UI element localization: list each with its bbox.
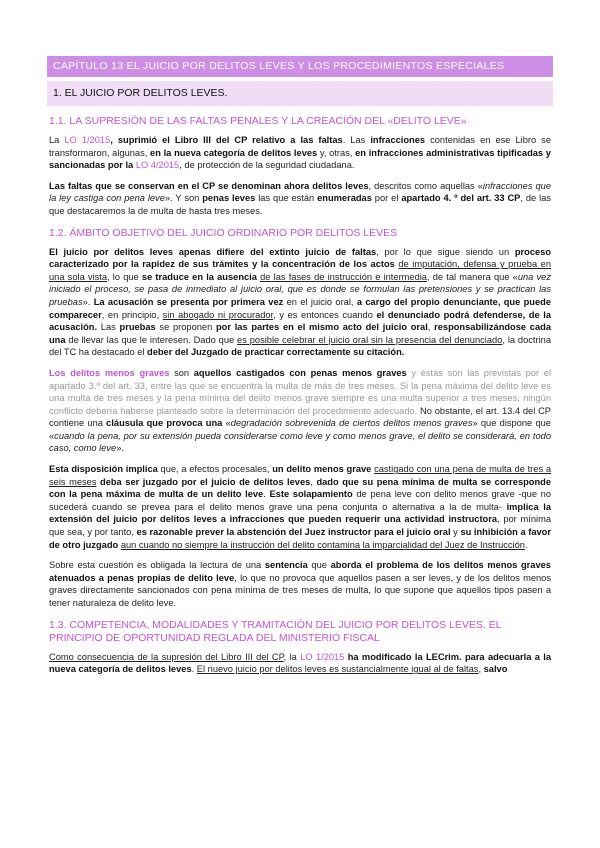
text-run: Los delitos menos graves <box>49 367 170 378</box>
text-run: el denunciado podrá defenderse, de la acusación. <box>49 309 552 333</box>
document-page <box>47 56 553 684</box>
paragraph-2 <box>49 180 551 218</box>
text-run: ». <box>82 296 94 307</box>
chapter-title: CAPÍTULO 13 EL JUICIO POR DELITOS LEVES Y LOS PROCEDIMIENTOS ESPECIALES <box>47 56 553 77</box>
paragraph-3 <box>49 246 551 359</box>
text-run: de las fases de instrucción e intermedia <box>260 271 427 282</box>
text-run: , descritos como aquellas « <box>368 180 483 191</box>
text-run: . <box>524 539 528 550</box>
text-run: implica la extensión del juicio por delitos leves a infracciones que pueden requerir una actividad instructora <box>49 501 551 525</box>
text-run[interactable]: LO 4/2015 <box>135 160 180 171</box>
text-run: a cargo del propio denunciante, que puede comparecer <box>49 296 552 320</box>
text-run: » que dispone que « <box>49 418 551 441</box>
text-run: salvo <box>483 664 508 675</box>
text-run: ha modificado la LECrim. para adecuarla a la nueva categoría de delitos leves <box>49 651 551 675</box>
text-run: en infracciones administrativas tipificadas y sancionadas por la <box>49 147 551 171</box>
text-run: ». Y son <box>164 193 203 204</box>
text-run: por el <box>371 193 402 204</box>
text-run: pruebas <box>119 322 156 333</box>
text-run: Las faltas que se conservan en el CP se denominan ahora delitos leves <box>49 180 369 191</box>
text-run: penas leves <box>202 193 256 204</box>
text-run: , de tal manera que « <box>426 271 518 282</box>
text-run: responsabilizándose cada una <box>49 322 551 345</box>
text-run: es razonable prever la abstención del Juez instructor para el juicio oral <box>136 527 451 538</box>
text-run: y <box>450 527 461 538</box>
text-run: y éstas son las previstas por el apartado 3.º del art. 33, entre las que se encuentra la multa de más de tres meses. Si la pena máxima del delito leve es una multa de tres meses y la pena mínima del delito menos grave siempre es una multa superior a tres meses, ningún conflicto debería haberse planteado sobre la determinación del procedimiento adecuado. <box>49 367 551 416</box>
text-run: , <box>427 322 435 333</box>
text-run: , <box>478 664 484 675</box>
paragraph-7 <box>49 651 551 676</box>
text-run: El juicio por delitos leves apenas difiere del extinto juicio de faltas <box>49 246 377 257</box>
text-run: apartado 4. º del art. 33 CP <box>401 193 521 204</box>
text-run: de imputación, defensa y prueba en una sola vista <box>49 259 551 282</box>
text-run: es posible celebrar el juicio oral sin la presencia del denunciado <box>237 334 503 345</box>
text-run: deba ser juzgado por el juicio de delitos leves <box>100 476 311 487</box>
text-run[interactable]: LO 1/2015 <box>300 651 345 662</box>
text-run: en la nueva categoría de delitos leves <box>150 147 318 158</box>
text-run: sin abogado ni procurador <box>162 309 274 320</box>
text-run: sentencia <box>264 560 308 571</box>
text-run: que, a efectos procesales, <box>157 464 273 475</box>
text-run: La <box>49 135 65 145</box>
text-run: , por mínima que sea, y por tanto, <box>49 514 551 538</box>
text-run: una vez iniciado el proceso, se pasa de inmediato al juicio oral, que es donde se formulan las pretensiones y se practican las pruebas <box>49 271 551 307</box>
text-run: Esta disposición implica <box>49 464 158 475</box>
text-run: , y es entonces cuando <box>273 309 377 320</box>
text-run: cuando la pena, por su extensión pueda considerarse como leve y como menos grave, el delito se considerará, en todo caso, como leve <box>49 430 551 454</box>
text-run: Sobre esta cuestión es obligada la lectura de una <box>49 560 265 571</box>
text-run: infracciones <box>370 135 426 145</box>
text-run: . <box>191 664 197 675</box>
text-run: No obstante, el art. 13.4 del CP contiene una <box>49 405 551 429</box>
text-run: La acusación se presenta por primera vez <box>93 296 284 307</box>
text-run: en el juicio oral, <box>283 296 357 307</box>
subsection-title-1-1: 1.1. LA SUPRESIÓN DE LAS FALTAS PENALES Y LA CREACIÓN DEL «DELITO LEVE» <box>49 115 467 127</box>
paragraph-1 <box>49 134 551 172</box>
text-run: castigado con una pena de multa de tres a seis meses <box>49 464 551 487</box>
text-run: . Las <box>342 135 371 145</box>
text-run: Las <box>97 322 120 333</box>
text-run: , suprimió el Libro III del CP relativo a las faltas <box>110 135 343 145</box>
text-run: , lo que no provoca que aquellos pasen a ser leves, y de los delitos menos graves directamente sancionados con pena mínima de tres meses de multa, lo que supone que aquellos tipos pasen a tener naturaleza de delito leve. <box>49 572 551 608</box>
subsection-title-1-3: 1.3. COMPETENCIA, MODALIDADES Y TRAMITACIÓN DEL JUICIO POR DELITOS LEVES. EL PRINCIPIO DE OPORTUNIDAD REGLADA DEL MINISTERIO FISCAL <box>49 618 502 644</box>
text-run: « <box>222 418 231 429</box>
text-run: , de protección de la seguridad ciudadana. <box>179 160 355 171</box>
text-run: El nuevo juicio por delitos leves es sustancialmente igual al de faltas <box>196 664 479 675</box>
text-run: y, otras, <box>317 147 356 158</box>
section-title: 1. EL JUICIO POR DELITOS LEVES. <box>47 81 553 106</box>
text-run: por las partes en el mismo acto del juicio oral <box>215 322 428 333</box>
text-run: un delito menos grave <box>272 464 372 475</box>
text-run: degradación sobrevenida de ciertos delitos menos graves <box>230 418 473 429</box>
text-run: que <box>307 560 331 571</box>
text-run: proceso caracterizado por la rapidez de sus trámites y la concentración de los actos <box>49 246 552 270</box>
text-run: , la doctrina del TC ha destacado el <box>49 334 551 358</box>
text-run: , <box>310 476 317 487</box>
text-run: , por lo que sigue siendo un <box>376 246 515 257</box>
text-run: se traduce en la ausencia <box>141 271 257 282</box>
text-run: , la <box>283 651 301 662</box>
text-run: aquellos castigados con penas menos graves <box>193 367 407 378</box>
subsection-title-1-2: 1.2. ÁMBITO OBJETIVO DEL JUICIO ORDINARIO POR DELITOS LEVES <box>49 226 398 239</box>
text-run: ». <box>116 443 124 454</box>
paragraph-6 <box>49 559 551 609</box>
text-run: dado que su pena mínima de multa se corresponde con la pena máxima de multa de un delito leve <box>49 476 551 500</box>
text-run[interactable]: LO 1/2015 <box>64 135 111 145</box>
text-run: son <box>169 367 194 378</box>
text-run: Como consecuencia de la supresión del Libro III del CP <box>49 651 284 662</box>
text-run: cláusula que provoca una <box>106 418 223 429</box>
paragraph-5 <box>49 463 551 551</box>
text-run: aun cuando no siempre la instrucción del delito contamina la imparcialidad del Juez de Instrucción <box>120 539 525 550</box>
text-run: contenidas en ese Libro se transformaron, algunas, <box>49 135 551 158</box>
text-run: de pena leve con delito menos grave -que no sucederá cuando se prevea para el delito menos grave una pena conjunta o alternativa a la de multa- <box>49 489 551 512</box>
text-run: las que están <box>255 193 318 204</box>
text-run: Este solapamiento <box>269 489 353 500</box>
text-run: de llevar las que le interesen. Dado que <box>65 334 238 345</box>
text-run: se proponen <box>155 322 216 333</box>
text-run: , en principio, <box>101 309 163 320</box>
text-run: su inhibición a favor de otro juzgado <box>49 527 551 550</box>
text-run: infracciones que la ley castiga con pena leve <box>49 180 552 204</box>
text-run: , lo que <box>107 271 142 282</box>
text-run: deber del Juzgado de practicar correctamente su citación. <box>147 347 405 358</box>
text-run: . <box>263 489 270 500</box>
text-run: enumeradas <box>317 193 372 204</box>
paragraph-4 <box>49 367 551 455</box>
text-run: aborda el problema de los delitos menos graves atenuados a penas propias de delito leve <box>49 560 551 583</box>
text-run: , de las que destacaremos la de multa de hasta tres meses. <box>49 193 552 216</box>
